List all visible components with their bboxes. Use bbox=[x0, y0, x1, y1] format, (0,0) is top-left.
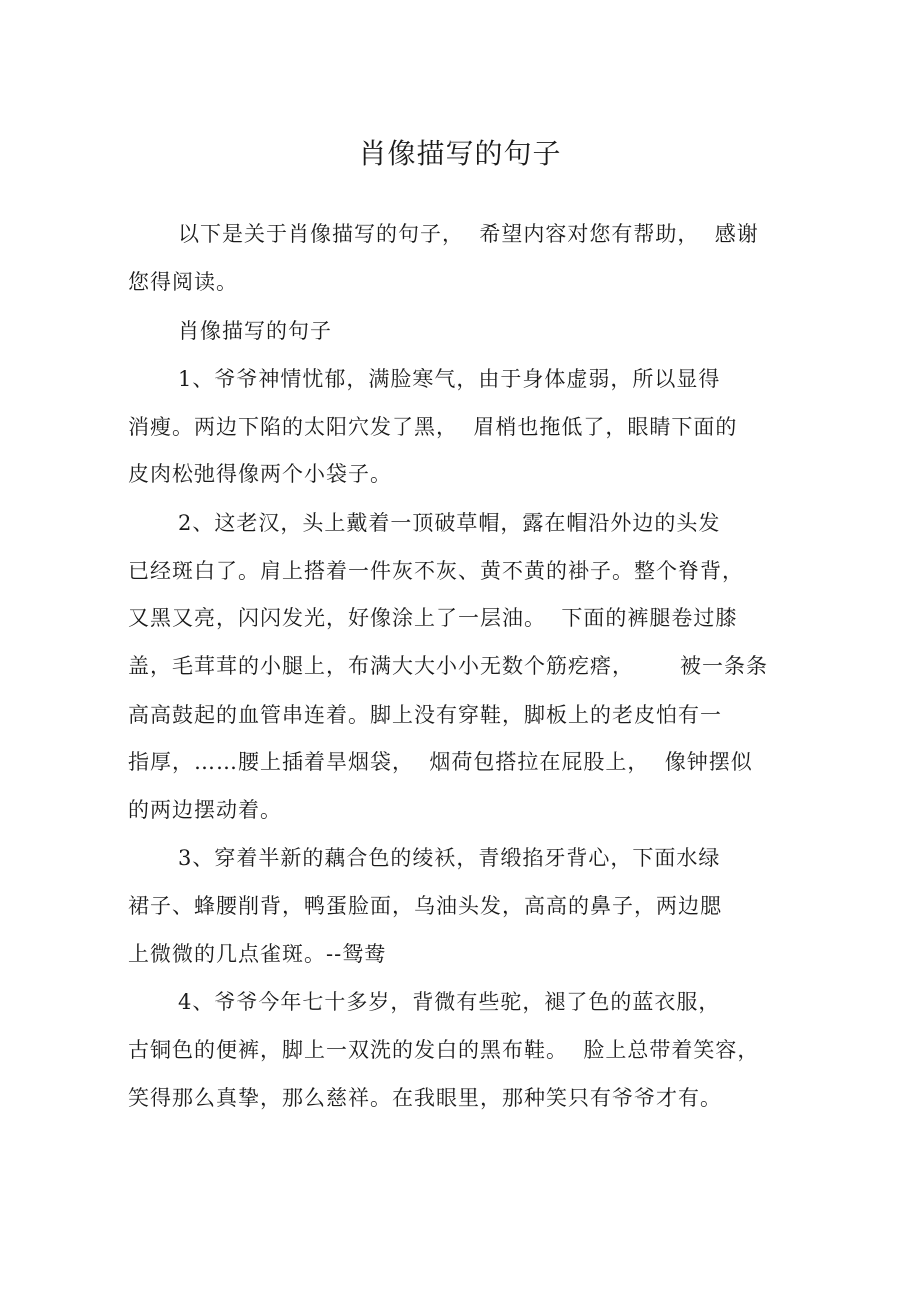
paragraph-1-line-1: 1、爷爷神情忧郁，满脸寒气，由于身体虚弱，所以显得 bbox=[178, 367, 721, 391]
paragraph-4-line-2: 古铜色的便裤，脚上一双洗的发白的黑布鞋。 脸上总带着笑容， bbox=[128, 1038, 760, 1062]
paragraph-2-line-6: 指厚，……腰上插着旱烟袋， 烟荷包搭拉在屁股上， 像钟摆似 bbox=[128, 750, 753, 774]
paragraph-3-line-2: 裙子、蜂腰削背，鸭蛋脸面，乌油头发，高高的鼻子，两边腮 bbox=[128, 894, 722, 918]
intro-line-1: 以下是关于肖像描写的句子， 希望内容对您有帮助， 感谢 bbox=[178, 222, 759, 246]
paragraph-2-line-1: 2、这老汉，头上戴着一顶破草帽，露在帽沿外边的头发 bbox=[178, 511, 721, 535]
paragraph-1-line-2: 消瘦。两边下陷的太阳穴发了黑， 眉梢也拖低了，眼睛下面的 bbox=[128, 415, 738, 439]
paragraph-4-line-1: 4、爷爷今年七十多岁，背微有些驼，褪了色的蓝衣服， bbox=[178, 990, 721, 1014]
paragraph-2-line-3: 又黑又亮，闪闪发光，好像涂上了一层油。 下面的裤腿卷过膝 bbox=[128, 606, 738, 630]
paragraph-2-line-5: 高高鼓起的血管串连着。脚上没有穿鞋，脚板上的老皮怕有一 bbox=[128, 703, 722, 727]
document-title: 肖像描写的句子 bbox=[358, 137, 562, 170]
paragraph-2-line-7: 的两边摆动着。 bbox=[128, 798, 282, 822]
paragraph-4-line-3: 笑得那么真挚，那么慈祥。在我眼里，那种笑只有爷爷才有。 bbox=[128, 1086, 722, 1110]
paragraph-2-line-2: 已经斑白了。肩上搭着一件灰不灰、黄不黄的褂子。整个脊背， bbox=[128, 559, 744, 583]
intro-line-2: 您得阅读。 bbox=[128, 270, 238, 294]
paragraph-1-line-3: 皮肉松弛得像两个小袋子。 bbox=[128, 462, 392, 486]
paragraph-2-line-4: 盖，毛茸茸的小腿上，布满大大小小无数个筋疙瘩， 被一条条 bbox=[128, 654, 769, 678]
paragraph-3-line-3: 上微微的几点雀斑。--鸳鸯 bbox=[128, 942, 387, 966]
subheading: 肖像描写的句子 bbox=[178, 319, 332, 343]
paragraph-3-line-1: 3、穿着半新的藕合色的绫袄，青缎掐牙背心，下面水绿 bbox=[178, 846, 721, 870]
